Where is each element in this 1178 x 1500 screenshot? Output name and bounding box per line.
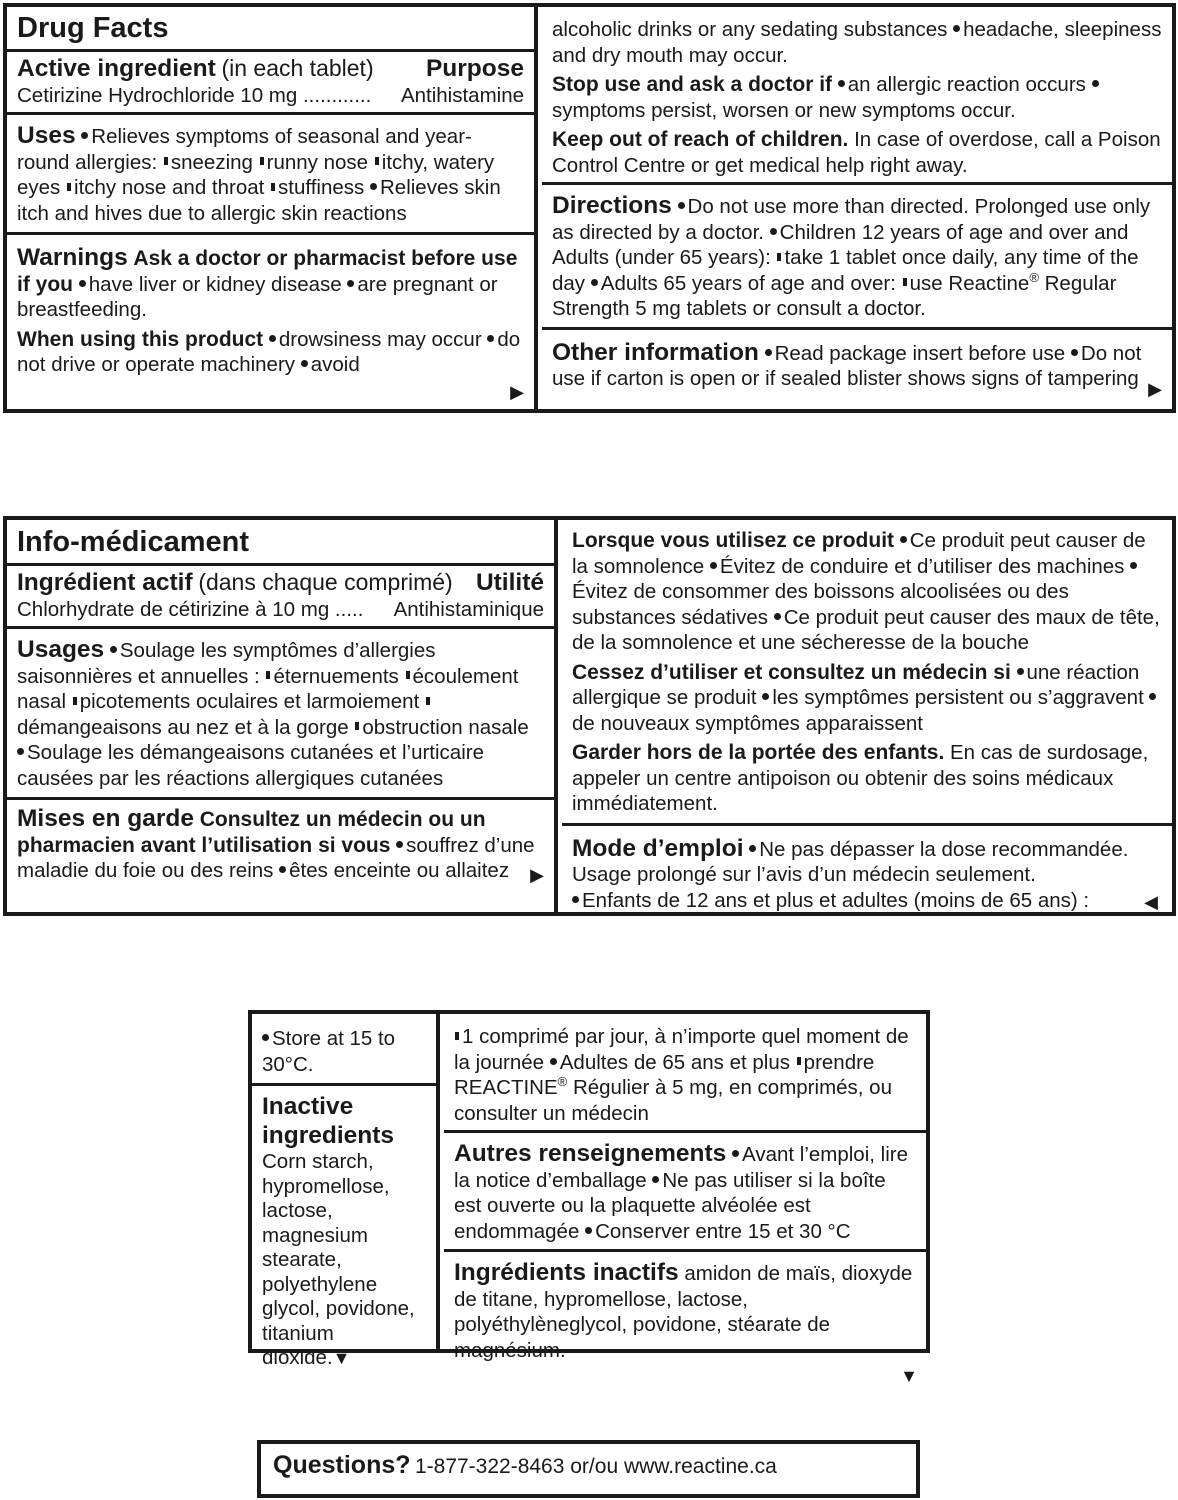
bullet-icon bbox=[953, 25, 960, 32]
other-information-label: Other information bbox=[552, 338, 759, 366]
warnings-text: de nouveaux symptômes apparaissent bbox=[572, 711, 923, 735]
other-information-text: Do not use if carton is open or if sealed blister shows signs of tampering bbox=[552, 341, 1142, 390]
ask-doctor-label: Ask a doctor or pharmacist before use if you bbox=[17, 247, 518, 296]
square-bullet-icon bbox=[797, 1057, 801, 1065]
square-bullet-icon bbox=[164, 157, 168, 165]
active-header-row bbox=[17, 56, 524, 83]
questions-box bbox=[257, 1440, 920, 1498]
active-purpose: Antihistamine bbox=[400, 83, 524, 107]
ingredients-inactifs-text: amidon de maïs, dioxyde de titane, hypromellose, lactose, polyéthylèneglycol, povidone, stéarate de magnésium. bbox=[454, 1262, 913, 1362]
mode-emploi-text: 1 comprimé par jour, à n’importe quel moment de la journée bbox=[454, 1025, 909, 1074]
active-purpose: Antihistaminique bbox=[393, 597, 544, 621]
directions-text: Children 12 years of age and over and Adults (under 65 years): bbox=[552, 220, 1129, 269]
uses-text: Relieves skin itch and hives due to allergic skin reactions bbox=[17, 176, 501, 225]
usages-text: Soulage les symptômes d’allergies saisonnières et annuelles : bbox=[17, 639, 436, 688]
usages-text: obstruction nasale bbox=[362, 715, 529, 739]
warnings-text: avoid bbox=[310, 353, 360, 376]
directions-text: take 1 tablet once daily, any time of the day bbox=[552, 246, 1139, 295]
drug-facts-panel-en bbox=[3, 3, 1176, 413]
uses-section bbox=[7, 115, 534, 235]
bullet-icon bbox=[900, 536, 907, 543]
when-using-label: Lorsque vous utilisez ce produit bbox=[572, 529, 895, 552]
keep-out-label: Keep out of reach of children. bbox=[552, 128, 849, 151]
info-medicament-left-column bbox=[7, 520, 558, 912]
arrow-down-icon: ▼ bbox=[332, 1348, 351, 1368]
mode-emploi-text: Régulier à 5 mg, en comprimés, ou consulter un médecin bbox=[454, 1076, 892, 1125]
bullet-icon bbox=[762, 693, 769, 700]
bullet-icon bbox=[396, 841, 403, 848]
keep-out-label: Garder hors de la portée des enfants. bbox=[572, 741, 945, 764]
usages-text: Soulage les démangeaisons cutanées et l’urticaire causées par les réactions allergiques cutanées bbox=[17, 741, 484, 790]
bullet-icon bbox=[79, 280, 86, 287]
uses-text: runny nose bbox=[266, 150, 369, 174]
warnings-text: souffrez d’une maladie du foie ou des reins bbox=[17, 833, 535, 882]
mode-emploi-text: Enfants de 12 ans et plus et adultes (moins de 65 ans) : bbox=[582, 888, 1090, 912]
warnings-continued-section bbox=[542, 7, 1172, 185]
mode-emploi-continued-section bbox=[444, 1014, 926, 1133]
arrow-right-icon: ▶ bbox=[1148, 378, 1162, 399]
mode-emploi-text: prendre REACTINE bbox=[454, 1050, 875, 1099]
keep-out-block bbox=[572, 740, 1162, 817]
other-information-text: Read package insert before use bbox=[774, 341, 1066, 365]
active-value-row bbox=[17, 597, 544, 623]
square-bullet-icon bbox=[455, 1032, 459, 1040]
info-medicament-right-column bbox=[562, 520, 1172, 912]
drug-facts-left-column bbox=[7, 7, 538, 409]
autres-renseignements-section bbox=[444, 1133, 926, 1252]
active-qualifier: (in each tablet) bbox=[221, 55, 374, 81]
uses-text: Relieves symptoms of seasonal and year-round allergies: bbox=[17, 125, 472, 174]
bullet-icon bbox=[301, 360, 308, 367]
mode-emploi-text: Adultes de 65 ans et plus bbox=[559, 1050, 790, 1074]
inactive-ingredients-text: Corn starch, hypromellose, lactose, magnesium stearate, polyethylene glycol, povidone, titanium dioxide. bbox=[262, 1150, 415, 1369]
warnings-text: alcoholic drinks or any sedating substances bbox=[552, 18, 948, 41]
bullet-icon bbox=[770, 228, 777, 235]
warnings-text: Ce produit peut causer des maux de tête, de la somnolence et une sécheresse de la bouche bbox=[572, 605, 1160, 654]
warnings-text: headache, sleepiness and dry mouth may occur. bbox=[552, 18, 1162, 67]
uses-text: itchy nose and throat bbox=[74, 176, 265, 199]
bullet-icon bbox=[550, 1058, 557, 1065]
bullet-icon bbox=[1149, 693, 1156, 700]
square-bullet-icon bbox=[266, 671, 270, 679]
active-ingredient-section bbox=[7, 52, 534, 115]
warnings-text: symptoms persist, worsen or new symptoms occur. bbox=[552, 98, 1016, 122]
directions-text: use Reactine bbox=[909, 271, 1030, 295]
bullet-icon bbox=[838, 80, 845, 87]
active-ingredient-name: Cetirizine Hydrochloride 10 mg ............ bbox=[17, 83, 372, 107]
registered-mark: ® bbox=[1029, 269, 1039, 285]
warnings-text: are pregnant or breastfeeding. bbox=[17, 272, 498, 321]
warnings-text: Évitez de consommer des boissons alcoolisées ou des substances sédatives bbox=[572, 580, 1069, 629]
questions-text: 1-877-322-8463 or/ou www.reactine.ca bbox=[414, 1455, 777, 1478]
autres-renseignements-label: Autres renseignements bbox=[454, 1140, 727, 1167]
warnings-section bbox=[7, 235, 534, 409]
bullet-icon bbox=[17, 748, 24, 755]
bullet-icon bbox=[678, 202, 685, 209]
directions-text: Adults 65 years of age and over: bbox=[600, 271, 896, 295]
stop-use-label: Stop use and ask a doctor if bbox=[552, 73, 833, 96]
stop-use-block bbox=[572, 660, 1162, 737]
warnings-text: les symptômes persistent ou s’aggravent bbox=[772, 686, 1144, 709]
usages-text: démangeaisons au nez et à la gorge bbox=[17, 715, 349, 739]
square-bullet-icon bbox=[903, 278, 907, 286]
mises-en-garde-section bbox=[7, 800, 554, 888]
directions-text: Do not use more than directed. Prolonged use only as directed by a doctor. bbox=[552, 195, 1151, 244]
keep-out-block bbox=[552, 127, 1162, 178]
autres-text: Conserver entre 15 et 30 °C bbox=[595, 1219, 851, 1243]
square-bullet-icon bbox=[406, 671, 410, 679]
arrow-left-icon: ◀ bbox=[1144, 892, 1158, 912]
ingredient-actif-section bbox=[7, 566, 554, 629]
uses-text: itchy, watery eyes bbox=[17, 150, 495, 199]
square-bullet-icon bbox=[426, 697, 430, 705]
drug-facts-title: Drug Facts bbox=[7, 7, 534, 52]
uses-text: stuffiness bbox=[278, 176, 365, 199]
bullet-icon bbox=[1092, 80, 1099, 87]
usages-text: picotements oculaires et larmoiement bbox=[79, 690, 420, 713]
square-bullet-icon bbox=[260, 157, 264, 165]
info-medicament-title: Info-médicament bbox=[7, 520, 554, 566]
bullet-icon bbox=[347, 280, 354, 287]
square-bullet-icon bbox=[355, 722, 359, 730]
warnings-text: Évitez de conduire et d’utiliser des machines bbox=[719, 554, 1125, 578]
square-bullet-icon bbox=[73, 697, 77, 705]
info-medicament-panel-fr bbox=[3, 516, 1176, 916]
arrow-right-icon: ▶ bbox=[530, 864, 544, 885]
uses-label: Uses bbox=[17, 122, 76, 149]
bullet-icon bbox=[370, 183, 377, 190]
warnings-text: drowsiness may occur bbox=[278, 327, 482, 351]
bullet-icon bbox=[269, 335, 276, 342]
registered-mark: ® bbox=[557, 1074, 568, 1090]
continuation-panel bbox=[248, 1010, 930, 1386]
inactive-ingredients-section bbox=[252, 1086, 436, 1375]
bullet-icon bbox=[765, 349, 772, 356]
mode-emploi-section bbox=[562, 826, 1172, 918]
lorsque-section bbox=[562, 520, 1172, 826]
purpose-label: Purpose bbox=[425, 55, 524, 82]
keep-out-text: En cas de surdosage, appeler un centre antipoison ou obtenir des soins médicaux immédiatement. bbox=[572, 741, 1149, 815]
directions-label: Directions bbox=[552, 192, 672, 219]
active-header bbox=[17, 56, 374, 83]
arrow-right-icon: ▶ bbox=[510, 382, 524, 402]
bullet-icon bbox=[710, 562, 717, 569]
autres-text: Ne pas utiliser si la boîte est ouverte ou la plaquette alvéolée est endommagée bbox=[454, 1168, 886, 1243]
purpose-label: Utilité bbox=[475, 569, 544, 596]
active-ingredient-name: Chlorhydrate de cétirizine à 10 mg ..... bbox=[17, 597, 364, 621]
storage-text: Store at 15 to 30°C. bbox=[262, 1027, 396, 1076]
warnings-text: an allergic reaction occurs bbox=[847, 73, 1086, 96]
bullet-icon bbox=[572, 896, 579, 903]
uses-text: sneezing bbox=[170, 150, 253, 174]
usages-text: écoulement nasal bbox=[17, 664, 519, 713]
active-header bbox=[17, 570, 453, 597]
bullet-icon bbox=[110, 646, 117, 653]
active-ingredient-label: Ingrédient actif bbox=[17, 569, 193, 596]
ask-doctor-label: Consultez un médecin ou un pharmacien avant l’utilisation si vous bbox=[17, 808, 486, 857]
warnings-text: have liver or kidney disease bbox=[88, 272, 342, 296]
directions-text: Regular Strength 5 mg tablets or consult a doctor. bbox=[552, 271, 1117, 320]
keep-out-text: In case of overdose, call a Poison Control Centre or get medical help right away. bbox=[552, 128, 1161, 177]
arrow-down-icon: ▼ bbox=[900, 1366, 918, 1386]
when-using-label: When using this product bbox=[17, 327, 264, 351]
warnings-text: êtes enceinte ou allaitez bbox=[289, 859, 510, 882]
square-bullet-icon bbox=[67, 183, 71, 191]
bullet-icon bbox=[1017, 668, 1024, 675]
when-using-block bbox=[17, 327, 524, 378]
bullet-icon bbox=[81, 132, 88, 139]
bullet-icon bbox=[487, 335, 494, 342]
mode-emploi-label: Mode d’emploi bbox=[572, 834, 744, 862]
questions-label: Questions? bbox=[273, 1451, 411, 1479]
stop-use-block bbox=[552, 72, 1162, 123]
other-information-section bbox=[542, 330, 1172, 399]
continuation-right-column bbox=[444, 1014, 926, 1386]
bullet-icon bbox=[1130, 562, 1137, 569]
bullet-icon bbox=[732, 1150, 739, 1157]
drug-facts-right-column bbox=[542, 7, 1172, 409]
bullet-icon bbox=[749, 845, 756, 852]
mises-en-garde-label: Mises en garde bbox=[17, 805, 195, 832]
active-value-row bbox=[17, 83, 524, 109]
square-bullet-icon bbox=[375, 157, 379, 165]
inactive-ingredients-label: Inactive ingredients bbox=[262, 1093, 395, 1149]
directions-section bbox=[542, 185, 1172, 330]
bullet-icon bbox=[279, 866, 286, 873]
usages-label: Usages bbox=[17, 636, 105, 663]
ingredients-inactifs-label: Ingrédients inactifs bbox=[454, 1259, 679, 1286]
stop-use-label: Cessez d’utiliser et consultez un médecin si bbox=[572, 660, 1011, 684]
bullet-icon bbox=[774, 613, 781, 620]
square-bullet-icon bbox=[777, 253, 781, 261]
usages-text: éternuements bbox=[273, 664, 399, 688]
bullet-icon bbox=[591, 279, 598, 286]
bullet-icon bbox=[652, 1176, 659, 1183]
bullet-icon bbox=[585, 1227, 592, 1234]
mode-emploi-text: Ne pas dépasser la dose recommandée. Usage prolongé sur l’avis d’un médecin seulement. bbox=[572, 837, 1129, 886]
autres-text: Avant l’emploi, lire la notice d’emballage bbox=[454, 1143, 908, 1192]
warnings-text: do not drive or operate machinery bbox=[17, 327, 521, 376]
warnings-text: Ce produit peut causer de la somnolence bbox=[572, 529, 1146, 578]
active-header-row bbox=[17, 570, 544, 597]
active-qualifier: (dans chaque comprimé) bbox=[198, 569, 453, 595]
bullet-icon bbox=[1071, 349, 1078, 356]
warnings-text: une réaction allergique se produit bbox=[572, 660, 1140, 709]
bullet-icon bbox=[262, 1034, 269, 1041]
square-bullet-icon bbox=[271, 183, 275, 191]
storage-section bbox=[252, 1014, 436, 1086]
continuation-left-column bbox=[252, 1014, 440, 1369]
active-ingredient-label: Active ingredient bbox=[17, 55, 216, 82]
ingredients-inactifs-section bbox=[444, 1252, 926, 1386]
usages-section bbox=[7, 629, 554, 800]
warnings-label: Warnings bbox=[17, 244, 128, 271]
